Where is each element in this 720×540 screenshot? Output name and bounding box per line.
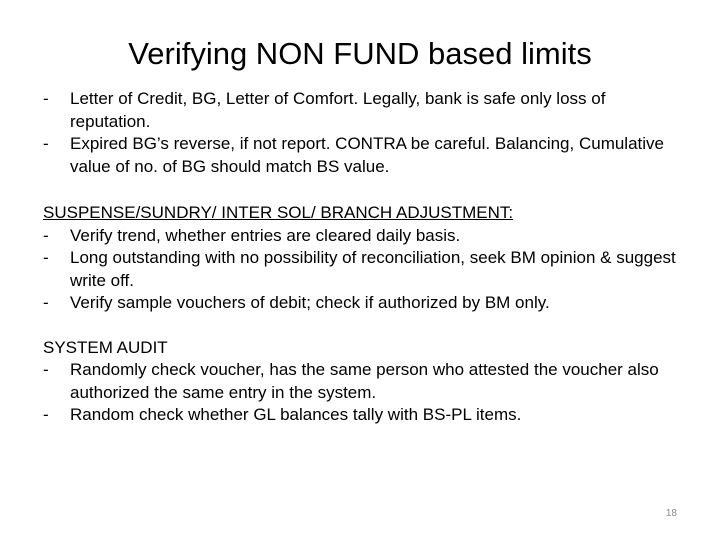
- dash-bullet: -: [43, 89, 49, 108]
- list-item-text: Expired BG’s reverse, if not report. CONTRA be careful. Balancing, Cumulative value of no. of BG should match BS value.: [70, 134, 664, 176]
- section-system-audit: [43, 337, 683, 427]
- list-item: [43, 404, 683, 427]
- slide-title: Verifying NON FUND based limits: [128, 36, 592, 71]
- dash-bullet: -: [43, 360, 49, 379]
- list-item-text: Verify trend, whether entries are cleared daily basis.: [70, 225, 461, 245]
- list-item: [43, 88, 683, 133]
- list-item-text: Verify sample vouchers of debit; check if authorized by BM only.: [70, 293, 550, 312]
- dash-bullet: -: [43, 248, 49, 267]
- dash-bullet: -: [43, 225, 49, 245]
- dash-bullet: -: [43, 405, 49, 424]
- slide-body: [43, 88, 683, 427]
- section-heading: SYSTEM AUDIT: [43, 337, 168, 357]
- page-number: 18: [665, 508, 677, 519]
- list-item-text: Random check whether GL balances tally with BS-PL items.: [70, 405, 522, 424]
- list-item: [43, 247, 683, 292]
- list-item-text: Randomly check voucher, has the same person who attested the voucher also authorized the same entry in the system.: [70, 360, 659, 402]
- section-non-fund: [43, 88, 683, 178]
- dash-bullet: -: [43, 134, 49, 153]
- list-item: [43, 359, 683, 404]
- list-item: [43, 225, 683, 248]
- list-item-text: Long outstanding with no possibility of reconciliation, seek BM opinion & suggest write off.: [70, 248, 676, 290]
- list-item: [43, 133, 683, 178]
- list-item-text: Letter of Credit, BG, Letter of Comfort. Legally, bank is safe only loss of reputation.: [70, 89, 606, 131]
- dash-bullet: -: [43, 293, 49, 312]
- list-item: [43, 292, 683, 315]
- section-suspense: [43, 202, 683, 315]
- section-heading: SUSPENSE/SUNDRY/ INTER SOL/ BRANCH ADJUSTMENT:: [43, 203, 514, 222]
